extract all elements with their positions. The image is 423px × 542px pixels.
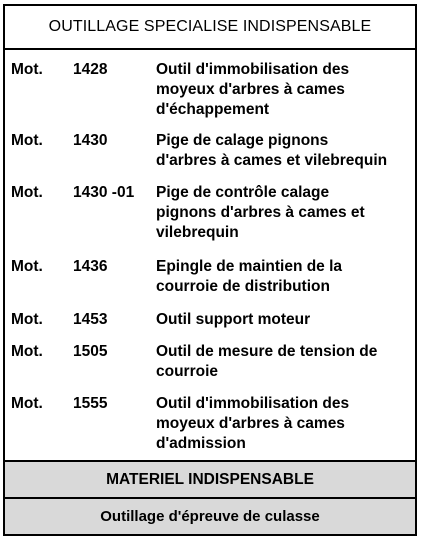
description-line: pignons d'arbres à cames et — [156, 204, 365, 221]
tool-description — [156, 394, 411, 454]
tool-list — [5, 50, 415, 460]
tool-description — [156, 60, 411, 120]
description-line: courroie de distribution — [156, 278, 330, 295]
description-line: moyeux d'arbres à cames — [156, 81, 345, 98]
description-line: courroie — [156, 363, 219, 380]
tool-description — [156, 131, 411, 171]
material-section-title: MATERIEL INDISPENSABLE — [5, 460, 415, 497]
tool-number: 1428 — [73, 61, 108, 78]
tool-number: 1555 — [73, 395, 108, 412]
tool-prefix: Mot. — [11, 258, 43, 275]
tool-description — [156, 342, 411, 382]
tool-number: 1430 — [73, 132, 108, 149]
description-line: d'échappement — [156, 101, 270, 118]
tool-prefix: Mot. — [11, 184, 43, 201]
description-line: Outil d'immobilisation des — [156, 61, 350, 78]
tool-number: 1430 -01 — [73, 184, 135, 201]
tool-description — [156, 257, 411, 297]
description-line: Pige de contrôle calage — [156, 184, 330, 201]
description-line: moyeux d'arbres à cames — [156, 415, 345, 432]
tool-prefix: Mot. — [11, 132, 43, 149]
tooling-table — [3, 4, 417, 536]
description-line: vilebrequin — [156, 224, 239, 241]
tool-description — [156, 310, 411, 330]
description-line: Pige de calage pignons — [156, 132, 329, 149]
tool-number: 1436 — [73, 258, 108, 275]
tool-prefix: Mot. — [11, 311, 43, 328]
description-line: Epingle de maintien de la — [156, 258, 343, 275]
tool-number: 1505 — [73, 343, 108, 360]
tool-number: 1453 — [73, 311, 108, 328]
description-line: d'arbres à cames et vilebrequin — [156, 152, 388, 169]
table-title: OUTILLAGE SPECIALISE INDISPENSABLE — [5, 6, 415, 50]
tool-prefix: Mot. — [11, 395, 43, 412]
description-line: Outil de mesure de tension de — [156, 343, 378, 360]
description-line: Outil support moteur — [156, 311, 311, 328]
description-line: d'admission — [156, 435, 246, 452]
description-line: Outil d'immobilisation des — [156, 395, 350, 412]
tool-description — [156, 183, 411, 243]
tool-prefix: Mot. — [11, 61, 43, 78]
material-item: Outillage d'épreuve de culasse — [5, 497, 415, 534]
tool-prefix: Mot. — [11, 343, 43, 360]
